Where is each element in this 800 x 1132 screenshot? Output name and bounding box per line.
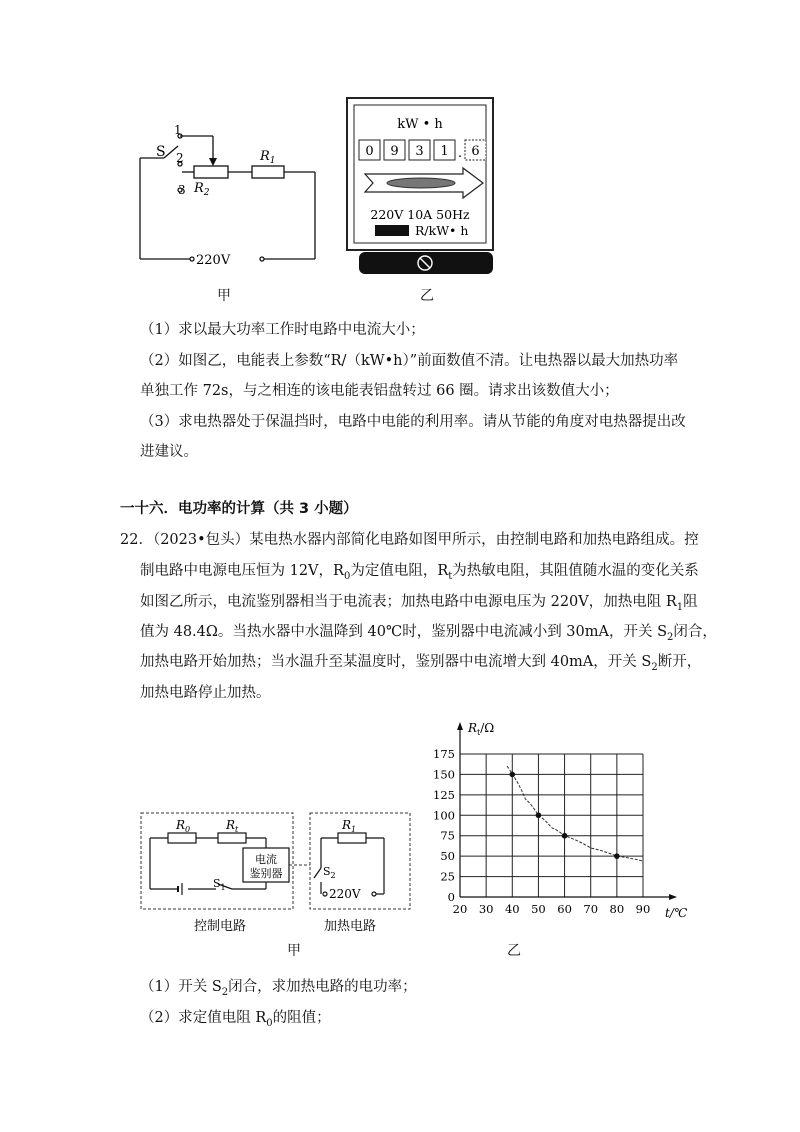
- q22-line-3: 如图乙所示，电流鉴别器相当于电流表；加热电路中电源电压为 220V，加热电阻 $R_1$阻: [140, 594, 698, 613]
- meter-blurred-value: [375, 225, 409, 236]
- x-tick-label: 20: [452, 902, 468, 916]
- q22-sub2: （2）求定值电阻 $R_0$的阻值；: [140, 1010, 331, 1029]
- q21-sub3-a: （3）求电热器处于保温挡时，电路中电能的利用率。请从节能的角度对电热器提出改: [140, 414, 686, 430]
- heat-voltage-label: 220V: [329, 887, 361, 901]
- meter-digit-4: 1: [440, 144, 449, 159]
- caption-yi-bottom: 乙: [507, 943, 521, 959]
- meter-disc: [387, 178, 455, 188]
- r0-label: $R_0$: [176, 818, 191, 834]
- data-point: [562, 833, 568, 839]
- q22-line-1: 22．（2023•包头）某电热水器内部简化电路如图甲所示，由控制电路和加热电路组成。控: [120, 532, 699, 548]
- y-tick-label: 150: [433, 767, 455, 782]
- r1-label: $R_1$: [260, 149, 276, 166]
- meter-base: [359, 252, 493, 274]
- electric-meter: [345, 96, 497, 276]
- meter-rev-unit: R/kW• h: [415, 223, 469, 238]
- caption-yi-top: 乙: [420, 288, 434, 304]
- y-tick-label: 50: [440, 849, 455, 864]
- rt-temperature-chart: [420, 700, 688, 930]
- x-tick-label: 70: [583, 902, 599, 916]
- meter-digit-2: 9: [390, 144, 399, 159]
- rt-curve: [507, 766, 643, 861]
- y-axis-arrow: [457, 722, 463, 730]
- q21-sub3-b: 进建议。: [140, 444, 198, 460]
- x-tick-label: 60: [557, 902, 572, 916]
- data-point: [536, 812, 542, 818]
- voltage-label: 220V: [196, 253, 231, 268]
- y-tick-label: 0: [447, 890, 455, 904]
- x-axis-arrow: [669, 894, 677, 900]
- y-tick-label: 25: [440, 869, 455, 884]
- s2-label: $S_2$: [323, 865, 336, 880]
- r2-label: $R_2$: [194, 181, 210, 198]
- circuit-jia-top: [130, 120, 330, 270]
- switch-label: S: [156, 144, 166, 160]
- meter-digit-1: 0: [365, 144, 374, 159]
- x-tick-label: 80: [609, 902, 625, 916]
- meter-spec: 220V 10A 50Hz: [370, 207, 470, 222]
- y-axis-label: $R_t/\Omega$: [468, 721, 495, 737]
- q22-line-6: 加热电路停止加热。: [140, 685, 271, 701]
- circuit-jia-bottom: [138, 808, 418, 938]
- control-circuit-label: 控制电路: [193, 919, 247, 934]
- detector-label-2: 鉴别器: [249, 867, 283, 880]
- meter-digit-5: 6: [471, 144, 480, 159]
- meter-digit-3: 3: [415, 144, 424, 159]
- rt-label: $R_t$: [226, 818, 239, 834]
- meter-dot: .: [457, 146, 463, 161]
- caption-jia-top: 甲: [217, 288, 231, 304]
- x-tick-label: 50: [531, 902, 546, 916]
- r1-heat-label: $R_1$: [342, 818, 357, 834]
- x-tick-label: 30: [478, 902, 494, 916]
- q22-line-4: 值为 48.4Ω。当热水器中水温降到 40℃时，鉴别器中电流减小到 30mA，开关 $S_2$闭合，: [140, 624, 717, 643]
- q21-sub2-a: （2）如图乙，电能表上参数“R/（kW•h）”前面数值不清。让电热器以最大加热功率: [140, 353, 679, 369]
- x-tick-label: 40: [504, 902, 520, 916]
- caption-jia-bottom: 甲: [287, 943, 301, 959]
- s1-label: $S_1$: [213, 877, 226, 892]
- y-tick-label: 75: [440, 828, 455, 843]
- section-title: 一十六．电功率的计算（共 3 小题）: [120, 501, 358, 517]
- detector-label-1: 电流: [255, 853, 277, 866]
- y-tick-label: 100: [433, 808, 455, 823]
- meter-unit: kW • h: [397, 117, 443, 132]
- q21-sub2-b: 单独工作 72s，与之相连的该电能表铝盘转过 66 圈。请求出该数值大小；: [140, 383, 619, 399]
- heating-circuit-label: 加热电路: [323, 919, 377, 934]
- switch-pos-1: 1: [174, 123, 182, 137]
- switch-pos-2: 2: [176, 151, 184, 165]
- data-point: [614, 853, 620, 859]
- x-axis-label: t/℃: [665, 906, 688, 920]
- q22-line-5: 加热电路开始加热；当水温升至某温度时，鉴别器中电流增大到 40mA，开关 $S_2$断开，: [140, 654, 702, 673]
- data-point: [509, 772, 515, 778]
- q22-sub1: （1）开关 $S_2$闭合，求加热电路的电功率；: [140, 979, 417, 998]
- q22-line-2: 制电路中电源电压恒为 12V，$R_0$为定值电阻，$R_t$为热敏电阻，其阻值随水温的变化关系: [140, 563, 699, 582]
- switch-pos-3: 3: [178, 183, 186, 197]
- y-tick-label: 175: [433, 747, 455, 761]
- q21-sub1: （1）求以最大功率工作时电路中电流大小；: [140, 322, 425, 338]
- y-tick-label: 125: [433, 787, 455, 802]
- x-tick-label: 90: [635, 902, 651, 916]
